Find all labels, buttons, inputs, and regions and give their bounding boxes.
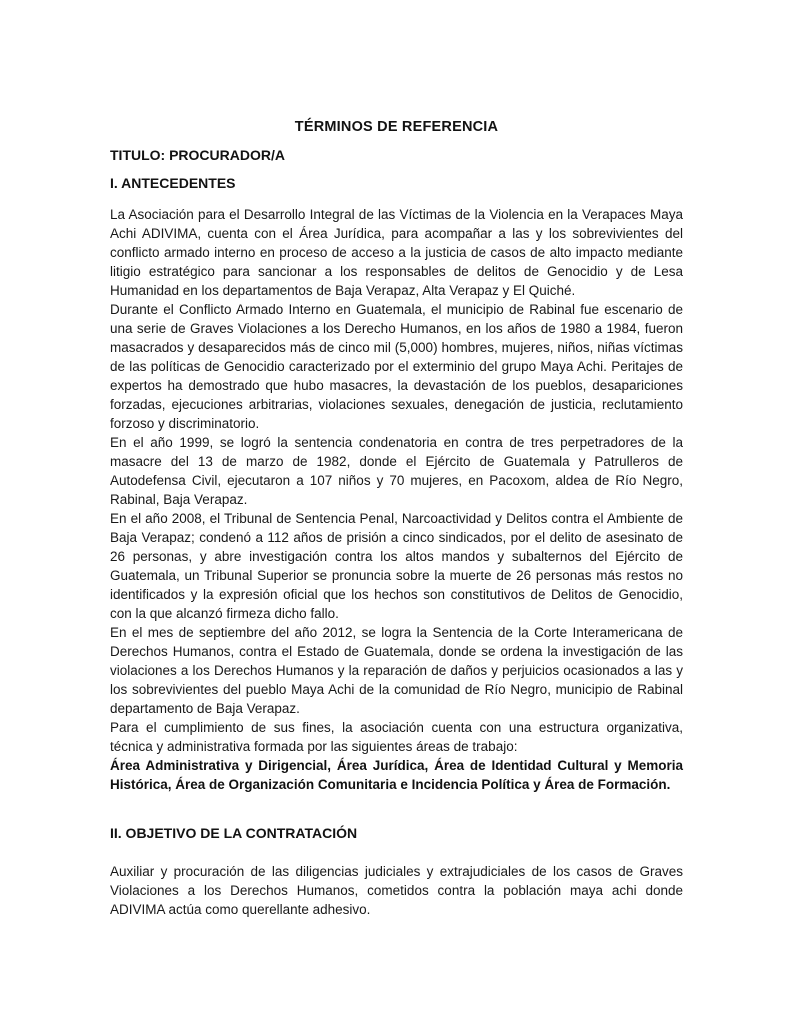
section-antecedentes-heading: I. ANTECEDENTES [110, 175, 236, 191]
paragraph-antecedentes-5: En el mes de septiembre del año 2012, se logra la Sentencia de la Corte Interamericana de Derechos Humanos, contra el Estado de Guatemala, donde se ordena la investigación de las violaciones a los Derechos Humanos y la reparación de daños y perjuicios ocasionados a las y los sobrevivientes del pueblo Maya Achi de la comunidad de Río Negro, municipio de Rabinal departamento de Baja Verapaz. [110, 625, 683, 716]
section-objetivo-body [110, 862, 683, 919]
paragraph-antecedentes-6: Para el cumplimiento de sus fines, la asociación cuenta con una estructura organizativa, técnica y administrativa formada por las siguientes áreas de trabajo: [110, 720, 683, 754]
paragraph-antecedentes-4: En el año 2008, el Tribunal de Sentencia Penal, Narcoactividad y Delitos contra el Ambiente de Baja Verapaz; condenó a 112 años de prisión a cinco sindicados, por el delito de asesinato de 26 personas, y abre investigación contra los altos mandos y subalternos del Ejército de Guatemala, un Tribunal Superior se pronuncia sobre la muerte de 26 personas más restos no identificados y la expresión oficial que los hechos son constitutivos de Delitos de Genocidio, con la que alcanzó firmeza dicho fallo. [110, 511, 683, 621]
paragraph-areas-de-trabajo: Área Administrativa y Dirigencial, Área Jurídica, Área de Identidad Cultural y Memoria Histórica, Área de Organización Comunitaria e Incidencia Política y Área de Formación. [110, 758, 683, 792]
section-objetivo-heading: II. OBJETIVO DE LA CONTRATACIÓN [110, 825, 358, 841]
paragraph-objetivo-1: Auxiliar y procuración de las diligencias judiciales y extrajudiciales de los casos de Graves Violaciones a los Derechos Humanos, cometidos contra la población maya achi donde ADIVIMA actúa como querellante adhesivo. [110, 864, 683, 917]
paragraph-antecedentes-1: La Asociación para el Desarrollo Integral de las Víctimas de la Violencia en la Verapaces Maya Achi ADIVIMA, cuenta con el Área Jurídica, para acompañar a las y los sobrevivientes del conflicto armado interno en proceso de acceso a la justicia de casos de alto impacto mediante litigio estratégico para sancionar a los responsables de delitos de Genocidio y de Lesa Humanidad en los departamentos de Baja Verapaz, Alta Verapaz y El Quiché. [110, 207, 683, 298]
section-antecedentes-body [110, 205, 683, 794]
paragraph-antecedentes-3: En el año 1999, se logró la sentencia condenatoria en contra de tres perpetradores de la masacre del 13 de marzo de 1982, donde el Ejército de Guatemala y Patrulleros de Autodefensa Civil, ejecutaron a 107 niños y 70 mujeres, en Pacoxom, aldea de Río Negro, Rabinal, Baja Verapaz. [110, 435, 683, 507]
document-title: TÉRMINOS DE REFERENCIA [294, 119, 499, 135]
paragraph-antecedentes-2: Durante el Conflicto Armado Interno en Guatemala, el municipio de Rabinal fue escenario de una serie de Graves Violaciones a los Derecho Humanos, en los años de 1980 a 1984, fueron masacrados y desaparecidos más de cinco mil (5,000) hombres, mujeres, niños, niñas víctimas de las políticas de Genocidio caracterizado por el exterminio del grupo Maya Achi. Peritajes de expertos ha demostrado que hubo masacres, la devastación de los pueblos, desapariciones forzadas, ejecuciones arbitrarias, violaciones sexuales, denegación de justicia, reclutamiento forzoso y discriminatorio. [110, 302, 683, 431]
document-subtitle: TITULO: PROCURADOR/A [110, 147, 285, 163]
document-content [110, 0, 683, 919]
